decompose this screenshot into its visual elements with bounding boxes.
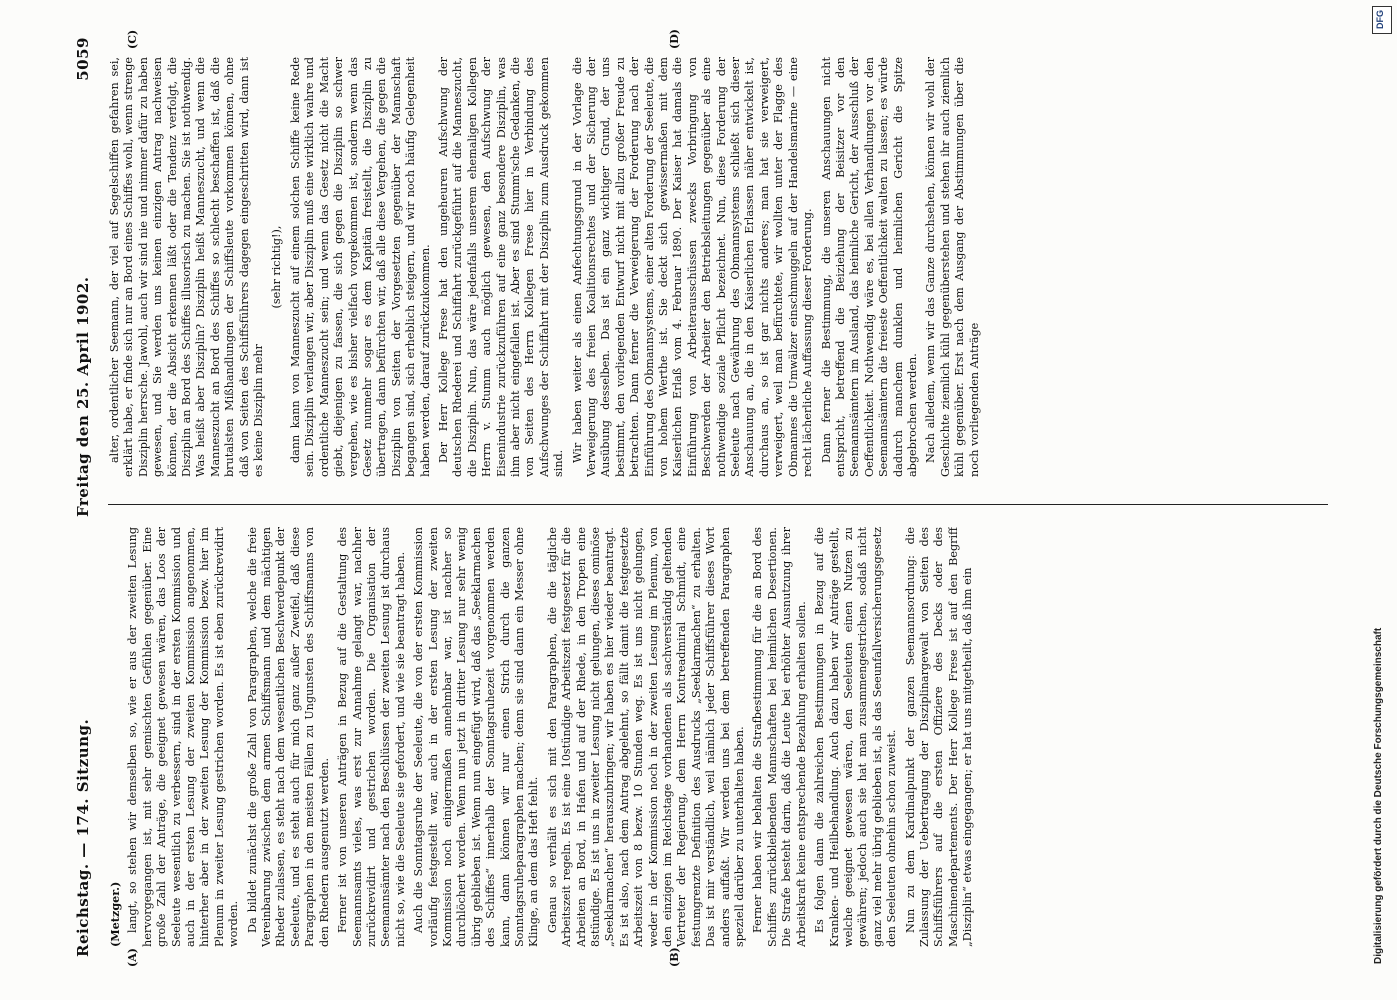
paragraph: Genau so verhält es sich mit den Paragraphen, die die tägliche Arbeitszeit regeln. Es ist eine 10stündige Arbeitszeit festgesetzt für die Arbeiten an Bord, in Hafen und auf der Rhede, in den Tropen eine 8stündige. Es ist uns in zweiter Lesung nicht gelungen, dieses ominöse „Seeklarmachen“ herauszubringen; wir haben es hier wieder beantragt. Es ist also, nach dem Antrag abgelehnt, so fällt damit die festgesetzte Arbeitszeit von 8 bezw. 10 Stunden weg. Es ist uns nicht gelungen, weder in der Kommission noch in der zweiten Lesung im Plenum, von den einzigen im Reichstage vorhandenen als sachverständig geltenden Vertreter der Regierung, dem Herrn Kontreadmiral Schmidt, eine festumgrenzte Definition des Ausdrucks „Seeklarmachen“ zu erhalten. Das ist mir verständlich, weil nämlich jeder Schiffsführer dieses Wort anders auffaßt. Wir werden uns bei dem betreffenden Paragraphen speziell darüber zu unterhalten haben. — [545, 527, 747, 947]
right-column — [108, 57, 1328, 477]
paragraph: Der Herr Kollege Frese hat den ungeheuren Aufschwung der deutschen Rhederei und Schiffahrt zurückgeführt auf die Manneszucht, die Disziplin. Nun, das wäre jedenfalls unserem ehemaligen Kollegen Herrn v. Stumm auch möglich gewesen, den Aufschwung der Eisenindustrie zurückzuführen auf eine ganz besondere Disziplin, was ihm aber nicht eingefallen ist. Aber es sind Stumm'sche Gedanken, die von Seiten des Herrn Kollegen Frese hier in Verbindung des Aufschwunges der Schiffahrt mit der Disziplin zum Ausdruck gekommen sind. — [436, 57, 566, 477]
paragraph: Wir haben weiter als einen Anfechtungsgrund in der Vorlage die Verweigerung des freien Koalitionsrechtes und der Sicherung der Ausübung desselben. Das ist ein ganz wichtiger Grund, der uns bestimmt, den vorliegenden Entwurf nicht mit allzu großer Freude zu betrachten. Dann ferner die Verweigerung der Forderung nach der Einführung des Obmannsystems, einer alten Forderung der Seeleute, die von hohem Werthe ist. Sie deckt sich gewissermaßen mit dem Kaiserlichen Erlaß vom 4. Februar 1890. Der Kaiser hat damals die Einführung von Arbeiterausschüssen zwecks Vorbringung von Beschwerden der Arbeiter den Betriebsleitungen gegenüber als eine nothwendige soziale Pflicht bezeichnet. Nun, diese Forderung der Seeleute nach Gewährung des Obmannsystems schließt sich dieser Anschauung an, die in den Kaiserlichen Erlassen näher entwickelt ist, durchaus an, so ist gar nichts anderes; man hat sie verweigert, verweigert, weil man befürchtete, wir wollten unter der Flagge des Obmannes die Umwälzer einschmuggeln auf der Handelsmarine — eine recht lächerliche Auffassung dieser Forderung. — [570, 57, 815, 477]
margin-marker-a: (A) — [126, 948, 139, 967]
page-header — [74, 37, 100, 957]
paragraph: langt, so stehen wir demselben so, wie er aus der zweiten Lesung hervorgegangen ist, mit sehr gemischten Gefühlen gegenüber. Eine große Zahl der Anträge, die geeignet gewesen wären, das Loos der Seeleute wesentlich zu verbessern, sind in der ersten Kommission und auch in der ersten Lesung der zweiten Kommission angenommen, hinterher aber in der zweiten Lesung der Kommission bezw. hier im Plenum in zweiter Lesung gestrichen worden. Es ist eben zurückrevidirt worden. — [126, 527, 241, 947]
page-number: 5059 — [74, 37, 92, 81]
header-session-title: Reichstag. — 174. Sitzung. — [74, 718, 92, 957]
margin-marker-c: (C) — [126, 29, 139, 49]
left-column — [108, 527, 1328, 947]
dfg-logo-text: DFG — [1375, 10, 1385, 29]
margin-marker-b: (B) — [668, 947, 681, 967]
rotated-document-page — [68, 27, 1338, 967]
interjection: (sehr richtig!), — [270, 225, 284, 309]
paragraph: Da bildet zunächst die große Zahl von Paragraphen, welche die freie Vereinbarung zwischen dem armen Schiffsmann und dem mächtigen Rheder zulassen, es steht nach dem wesentlichen Beschwerdepunkt der Seeleute, und es steht auch für mich ganz außer Zweifel, daß diese Paragraphen in den meisten Fällen zu Ungunsten des Schiffsmanns von den Rhedern ausgenutzt werden. — [245, 527, 331, 947]
speaker-name: (Metzger.) — [108, 881, 122, 947]
paragraph: Nach alledem, wenn wir das Ganze durchsehen, können wir wohl der Geschichte ziemlich kühl gegenüberstehen und stehen ihr auch ziemlich kühl gegenüber. Erst nach dem Ausgang der Abstimmungen über die noch vorliegenden Anträge — [924, 57, 981, 477]
paragraph: Dann ferner die Bestimmung, die unseren Anschauungen nicht entspricht, betreffend die Beiziehung der Beisitzer vor den Seemannsämtern im Ausland, das heimliche Gericht, der Ausschluß der Oeffentlichkeit. Nothwendig wäre es, bei allen Verhandlungen vor den Seemannsämtern die freieste Oeffentlichkeit walten zu lassen; es würde dadurch manchem dunklen und heimlichen Gericht die Spitze abgebrochen werden. — [819, 57, 919, 477]
paragraph: alter, ordentlicher Seemann, der viel auf Segelschiffen gefahren sei, erklärt habe, er finde sich nur an Bord eines Schiffes wohl, wenn strenge Disziplin herrsche. Jawohl, auch wir sind nie und nimmer dafür zu haben gewesen, und Sie werden uns keinen einzigen Antrag nachweisen können, der die Absicht erkennen läßt oder die Tendenz verfolgt, die Disziplin an Bord des Schiffes illusorisch zu machen. Sie ist nothwendig. Was heißt aber Disziplin? Disziplin heißt Manneszucht, und wenn die Manneszucht an Bord des Schiffes so schlecht beschaffen ist, daß die brutalsten Mißhandlungen der Schiffsleute vorkommen können, ohne daß von Seiten des Schiffsführers dagegen eingeschritten wird, dann ist es keine Disziplin mehr — [108, 57, 266, 477]
paragraph: Nun zu dem Kardinalpunkt der ganzen Seemannsordnung: die Zulassung der Uebertragung der Disziplinargewalt von Seiten des Schiffsführers auf die ersten Offiziere des Decks oder des Maschinendepartements. Der Herr Kollege Frese ist auf den Begriff „Disziplin“ etwas eingegangen; er hat uns mitgetheilt, daß ihm ein — [903, 527, 975, 947]
paragraph: Es folgen dann die zahlreichen Bestimmungen in Bezug auf die Kranken- und Heilbehandlung. Auch dazu haben wir Anträge gestellt, welche geeignet gewesen wären, den Seeleuten einen Nutzen zu gewähren; jedoch auch sie hat man zusammengestrichen, sodaß nicht ganz viel mehr übrig geblieben ist, als das Seeunfallversicherungsgesetz den Seeleuten ohnehin schon zuweist. — [813, 527, 899, 947]
dfg-logo — [1372, 6, 1392, 34]
paragraph: Ferner haben wir behalten die Strafbestimmung für die an Bord des Schiffes zurückbleibenden Mannschaften bei heimlichen Desertionen. Die Strafe besteht darin, daß die Leute bei erhöhter Ausnutzung ihrer Arbeitskraft keine entsprechende Bezahlung erhalten sollen. — [751, 527, 808, 947]
paragraph: Auch die Sonntagsruhe der Seeleute, die von der ersten Kommission vorläufig festgestellt war, auch in der ersten Lesung der zweiten Kommission noch einigermaßen annehmbar war, ist nachher so durchlöchert worden. Wenn nun jetzt in dritter Lesung nur sehr wenig übrig geblieben ist. Wenn nun eingefügt wird, daß das „Seeklarmachen des Schiffes“ innerhalb der Sonntagsruhezeit vorgenommen werden kann, dann können wir nur einen Strich durch die ganzen Sonntagsruheparagraphen machen; denn sie sind dann ein Messer ohne Klinge, an dem das Heft fehlt. — [412, 527, 541, 947]
column-divider — [108, 504, 1328, 505]
paragraph: dann kann von Manneszucht auf einem solchen Schiffe keine Rede sein. Disziplin verlangen wir, aber Disziplin muß eine wirklich wahre und ordentliche Manneszucht sein; und wenn das Gesetz nicht die Macht giebt, diejenigen zu fassen, die sich gegen die Disziplin so schwer vergehen, wie es bisher vielfach vorgekommen ist, sondern wenn das Gesetz nunmehr sogar es dem Kapitän freistellt, die Disziplin zu übertragen, dann befürchten wir, daß alle diese Vergehen, die gegen die Disziplin von Seiten der Vorgesetzten gegenüber der Mannschaft begangen sind, sich erheblich steigern, und wir noch häufig Gelegenheit haben werden, darauf zurückzukommen. — [288, 57, 432, 477]
margin-marker-d: (D) — [668, 29, 681, 49]
digitization-credit — [1373, 34, 1387, 964]
paragraph: Ferner ist von unseren Anträgen in Bezug auf die Gestaltung des Seemannsamts vieles, was erst zur Annahme gelangt war, nachher zurückrevidirt und gestrichen worden. Die Organisation der Seemannsämter nach den Beschlüssen der zweiten Lesung ist durchaus nicht so, wie die Seeleute sie gefordert, und wie sie beantragt haben. — [336, 527, 407, 947]
header-date: Freitag den 25. April 1902. — [74, 276, 92, 517]
credit-text: Digitalisierung gefördert durch die Deutsche Forschungsgemeinschaft — [1373, 627, 1384, 964]
